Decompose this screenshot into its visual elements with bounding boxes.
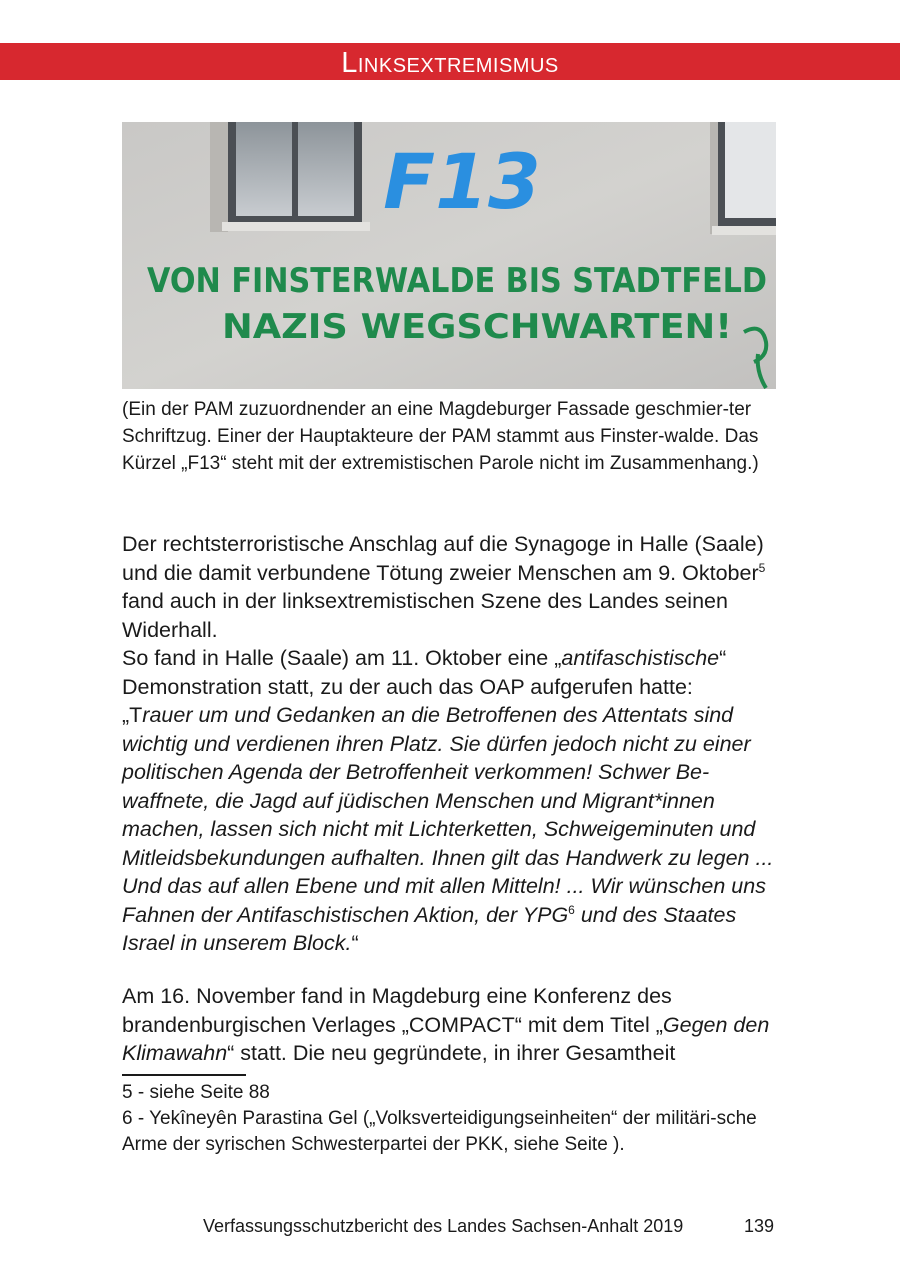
- graffiti-f13-text: F13: [383, 137, 541, 226]
- paragraph-demonstration: So fand in Halle (Saale) am 11. Oktober eine „antifaschistische“ Demonstration statt, zu der auch das OAP aufgerufen hatte:: [122, 646, 727, 699]
- paragraph-compact-conference: Am 16. November fand in Magdeburg eine Konferenz des brandenburgischen Verlages „COMPACT“ mit dem Titel „Gegen den Klimawahn“ statt. Die neu gegründete, in ihrer Gesamtheit: [122, 984, 770, 1065]
- graffiti-photo: [122, 122, 776, 389]
- paragraph-synagogue-attack: Der rechtsterroristische Anschlag auf die Synagoge in Halle (Saale) und die damit verbundene Tötung zweier Menschen am 9. Oktober$^5$ fand auch in der linksextremistischen Szene des Landes seinen Widerhall.: [122, 532, 766, 642]
- footer-title: Verfassungsschutzbericht des Landes Sachsen-Anhalt 2019: [203, 1216, 684, 1236]
- footnote-6: 6 - Yekîneyên Parastina Gel („Volksverteidigungseinheiten“ der militäri-sche Arme der syrischen Schwesterpartei der PKK, siehe Seite ).: [122, 1108, 757, 1155]
- section-title: Linksextremismus: [341, 47, 559, 79]
- left-window: [210, 122, 370, 232]
- footnote-ref-6: 6: [568, 902, 575, 917]
- page-number: 139: [744, 1216, 775, 1236]
- right-window: [710, 122, 776, 235]
- quote-block: „Trauer um und Gedanken an die Betroffenen des Attentats sind wichtig und verdienen ihren Platz. Sie dürfen jedoch nicht zu einer politischen Agenda der Betroffenheit verkommen! Schwer Be-waffnete, die Jagd auf jüdischen Menschen und Migrant*innen machen, lassen sich nicht mit Lichterketten, Schweigeminuten und Mitleidsbekundungen aufhalten. Ihnen gilt das Handwerk zu legen ... Und das auf allen Ebene und mit allen Mitteln! ... Wir wünschen uns Fahnen der Antifaschistischen Aktion, der YPG$^6$ und des Staates Israel in unserem Block.“: [122, 703, 774, 955]
- photo-caption: (Ein der PAM zuzuordnender an eine Magdeburger Fassade geschmier-ter Schriftzug. Einer der Hauptakteure der PAM stammt aus Finster-walde. Das Kürzel „F13“ steht mit der extremistischen Parole nicht im Zusammenhang.): [122, 399, 759, 474]
- graffiti-line-1: VON FINSTERWALDE BIS STADTFELD: [147, 261, 767, 301]
- footnotes: [122, 1080, 782, 1158]
- graffiti-line-2: NAZIS WEGSCHWARTEN!: [222, 307, 732, 347]
- footnote-5: 5 - siehe Seite 88: [122, 1082, 270, 1103]
- footnote-divider: [122, 1074, 246, 1076]
- graffiti-wall-image: [122, 122, 776, 389]
- footnote-ref-5: 5: [758, 560, 766, 575]
- section-header-banner: [0, 43, 900, 80]
- main-text-block: [122, 530, 782, 958]
